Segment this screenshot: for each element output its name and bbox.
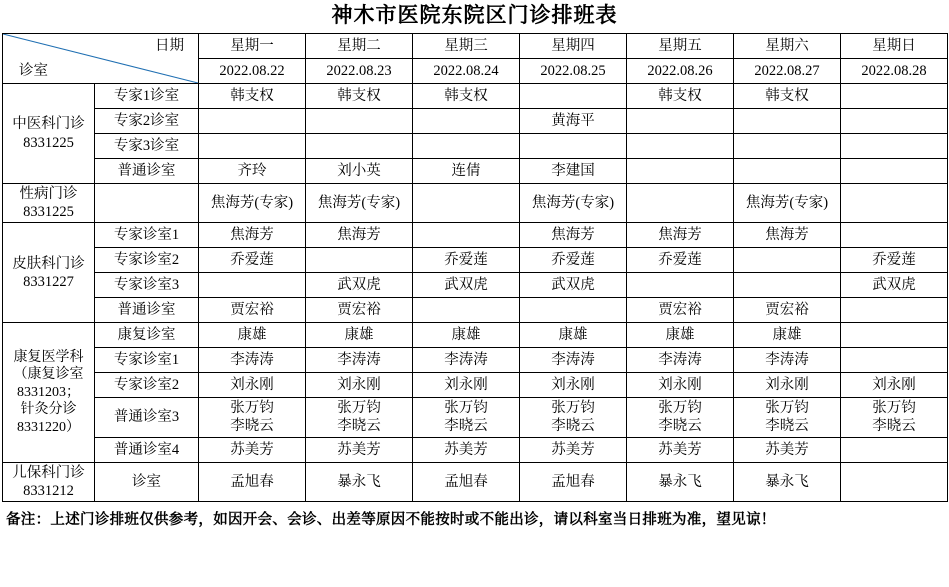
schedule-cell	[199, 109, 306, 134]
room-name: 康复诊室	[95, 323, 199, 348]
table-row	[3, 159, 948, 184]
schedule-cell	[306, 109, 413, 134]
schedule-cell: 李涛涛	[199, 348, 306, 373]
room-name: 普通诊室	[95, 298, 199, 323]
schedule-cell: 刘永刚	[199, 373, 306, 398]
room-name: 普通诊室	[95, 159, 199, 184]
schedule-cell: 乔爱莲	[520, 248, 627, 273]
schedule-cell: 贾宏裕	[734, 298, 841, 323]
schedule-cell	[413, 223, 520, 248]
schedule-cell: 韩支权	[413, 84, 520, 109]
schedule-cell: 乔爱莲	[627, 248, 734, 273]
header-date: 2022.08.23	[306, 59, 413, 84]
schedule-cell	[841, 223, 948, 248]
schedule-cell	[627, 159, 734, 184]
schedule-cell	[413, 134, 520, 159]
schedule-cell: 乔爱莲	[413, 248, 520, 273]
schedule-cell	[627, 273, 734, 298]
schedule-cell: 韩支权	[199, 84, 306, 109]
schedule-cell	[520, 84, 627, 109]
table-row	[3, 298, 948, 323]
schedule-cell: 张万钧 李晓云	[306, 398, 413, 437]
room-name: 专家诊室2	[95, 248, 199, 273]
table-row	[3, 248, 948, 273]
schedule-cell	[841, 184, 948, 223]
schedule-cell: 韩支权	[734, 84, 841, 109]
schedule-cell	[199, 273, 306, 298]
schedule-cell: 康雄	[413, 323, 520, 348]
table-row	[3, 109, 948, 134]
schedule-cell: 乔爱莲	[199, 248, 306, 273]
table-row	[3, 437, 948, 462]
schedule-cell: 焦海芳	[199, 223, 306, 248]
schedule-cell: 连倩	[413, 159, 520, 184]
department-name: 儿保科门诊 8331212	[3, 462, 95, 501]
room-name: 普通诊室4	[95, 437, 199, 462]
table-row	[3, 348, 948, 373]
schedule-cell: 苏美芳	[199, 437, 306, 462]
table-row	[3, 273, 948, 298]
schedule-cell: 康雄	[734, 323, 841, 348]
room-name: 诊室	[95, 462, 199, 501]
department-name: 康复医学科 （康复诊室 8331203； 针灸分诊 8331220）	[3, 323, 95, 462]
schedule-cell: 张万钧 李晓云	[627, 398, 734, 437]
schedule-cell	[306, 134, 413, 159]
schedule-cell: 孟旭春	[199, 462, 306, 501]
schedule-cell	[841, 462, 948, 501]
page-title: 神木市医院东院区门诊排班表	[331, 3, 618, 27]
header-weekday: 星期五	[627, 34, 734, 59]
schedule-cell: 刘小英	[306, 159, 413, 184]
schedule-cell: 张万钧 李晓云	[734, 398, 841, 437]
schedule-cell: 暴永飞	[627, 462, 734, 501]
schedule-cell: 贾宏裕	[306, 298, 413, 323]
header-date: 2022.08.26	[627, 59, 734, 84]
schedule-cell: 张万钧 李晓云	[199, 398, 306, 437]
schedule-cell	[841, 109, 948, 134]
schedule-cell: 焦海芳(专家)	[734, 184, 841, 223]
header-weekday: 星期二	[306, 34, 413, 59]
header-weekday: 星期一	[199, 34, 306, 59]
header-date: 2022.08.28	[841, 59, 948, 84]
schedule-cell	[841, 323, 948, 348]
schedule-cell: 武双虎	[413, 273, 520, 298]
corner-room-label: 诊室	[19, 62, 48, 79]
schedule-cell: 贾宏裕	[627, 298, 734, 323]
schedule-cell	[413, 109, 520, 134]
table-row	[3, 398, 948, 437]
schedule-cell: 武双虎	[306, 273, 413, 298]
schedule-cell	[627, 109, 734, 134]
schedule-cell: 张万钧 李晓云	[520, 398, 627, 437]
schedule-cell	[520, 298, 627, 323]
room-name	[95, 184, 199, 223]
schedule-cell	[734, 273, 841, 298]
footer-note: 备注：上述门诊排班仅供参考，如因开会、会诊、出差等原因不能按时或不能出诊，请以科室当日排班为准，望见谅！	[6, 511, 776, 528]
room-name: 普通诊室3	[95, 398, 199, 437]
schedule-cell: 李建国	[520, 159, 627, 184]
schedule-cell: 焦海芳	[520, 223, 627, 248]
table-corner-header	[3, 34, 199, 84]
room-name: 专家3诊室	[95, 134, 199, 159]
header-date: 2022.08.25	[520, 59, 627, 84]
department-name: 性病门诊 8331225	[3, 184, 95, 223]
schedule-cell: 李涛涛	[413, 348, 520, 373]
schedule-cell: 李涛涛	[627, 348, 734, 373]
header-weekday: 星期六	[734, 34, 841, 59]
room-name: 专家2诊室	[95, 109, 199, 134]
schedule-cell: 武双虎	[520, 273, 627, 298]
room-name: 专家1诊室	[95, 84, 199, 109]
schedule-cell: 李涛涛	[306, 348, 413, 373]
schedule-cell	[306, 248, 413, 273]
schedule-cell: 乔爱莲	[841, 248, 948, 273]
schedule-cell: 黄海平	[520, 109, 627, 134]
department-name: 皮肤科门诊 8331227	[3, 223, 95, 323]
header-weekday: 星期日	[841, 34, 948, 59]
table-row	[3, 134, 948, 159]
schedule-cell: 刘永刚	[841, 373, 948, 398]
schedule-cell: 刘永刚	[627, 373, 734, 398]
table-row	[3, 462, 948, 501]
schedule-table	[2, 33, 948, 502]
table-row	[3, 184, 948, 223]
schedule-cell: 焦海芳	[627, 223, 734, 248]
schedule-cell	[627, 134, 734, 159]
schedule-cell: 苏美芳	[306, 437, 413, 462]
schedule-cell: 苏美芳	[520, 437, 627, 462]
header-weekday: 星期四	[520, 34, 627, 59]
schedule-cell: 刘永刚	[413, 373, 520, 398]
schedule-cell: 李涛涛	[520, 348, 627, 373]
schedule-cell: 孟旭春	[413, 462, 520, 501]
header-date: 2022.08.27	[734, 59, 841, 84]
schedule-cell	[841, 348, 948, 373]
schedule-cell: 刘永刚	[734, 373, 841, 398]
schedule-cell: 刘永刚	[520, 373, 627, 398]
schedule-cell: 康雄	[520, 323, 627, 348]
schedule-cell: 焦海芳(专家)	[520, 184, 627, 223]
corner-date-label: 日期	[155, 38, 184, 55]
schedule-cell	[520, 134, 627, 159]
schedule-cell	[413, 298, 520, 323]
schedule-cell	[627, 184, 734, 223]
schedule-cell	[734, 109, 841, 134]
schedule-cell: 康雄	[306, 323, 413, 348]
schedule-cell: 武双虎	[841, 273, 948, 298]
schedule-cell	[841, 437, 948, 462]
schedule-cell: 暴永飞	[734, 462, 841, 501]
schedule-cell: 张万钧 李晓云	[841, 398, 948, 437]
schedule-cell: 齐玲	[199, 159, 306, 184]
table-row	[3, 373, 948, 398]
header-date: 2022.08.22	[199, 59, 306, 84]
room-name: 专家诊室1	[95, 348, 199, 373]
header-date: 2022.08.24	[413, 59, 520, 84]
schedule-cell: 贾宏裕	[199, 298, 306, 323]
schedule-cell	[734, 248, 841, 273]
schedule-cell: 焦海芳	[306, 223, 413, 248]
room-name: 专家诊室3	[95, 273, 199, 298]
schedule-cell: 孟旭春	[520, 462, 627, 501]
schedule-cell: 康雄	[199, 323, 306, 348]
schedule-cell	[413, 184, 520, 223]
department-name: 中医科门诊 8331225	[3, 84, 95, 184]
header-row-weekdays	[3, 34, 948, 59]
schedule-cell: 焦海芳(专家)	[199, 184, 306, 223]
schedule-cell: 焦海芳(专家)	[306, 184, 413, 223]
schedule-cell	[841, 84, 948, 109]
schedule-cell: 暴永飞	[306, 462, 413, 501]
schedule-cell	[734, 159, 841, 184]
schedule-cell	[199, 134, 306, 159]
table-row	[3, 223, 948, 248]
schedule-cell	[734, 134, 841, 159]
schedule-cell: 张万钧 李晓云	[413, 398, 520, 437]
schedule-cell: 韩支权	[627, 84, 734, 109]
schedule-cell	[841, 159, 948, 184]
schedule-cell: 苏美芳	[413, 437, 520, 462]
schedule-cell: 康雄	[627, 323, 734, 348]
schedule-cell: 苏美芳	[734, 437, 841, 462]
schedule-cell: 韩支权	[306, 84, 413, 109]
room-name: 专家诊室2	[95, 373, 199, 398]
schedule-cell	[841, 134, 948, 159]
room-name: 专家诊室1	[95, 223, 199, 248]
schedule-cell: 苏美芳	[627, 437, 734, 462]
schedule-cell: 刘永刚	[306, 373, 413, 398]
schedule-cell	[841, 298, 948, 323]
table-row	[3, 84, 948, 109]
schedule-cell: 焦海芳	[734, 223, 841, 248]
header-weekday: 星期三	[413, 34, 520, 59]
table-row	[3, 323, 948, 348]
schedule-cell: 李涛涛	[734, 348, 841, 373]
